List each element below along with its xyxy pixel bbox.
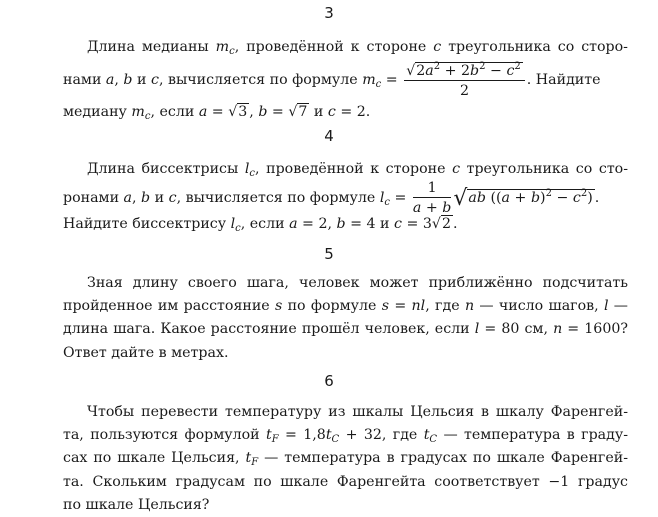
problem-4-number: 4 [324,127,334,145]
problem-3-text [63,36,628,124]
problem-6-number: 6 [324,372,334,390]
problem-6-line-2: та, пользуются формулой $t_F = 1,8t_C + 32$, где $t_C$ — температура в граду- [63,427,628,446]
problem-5-text [63,272,628,365]
problem-4-text [63,158,628,236]
problem-6-line-5: по шкале Цельсия? [63,496,210,513]
problem-3-line-1: Длина медианы $m_c$, проведённой к стороне c треугольника со сторо- [87,39,628,57]
problem-5-line-4: Ответ дайте в метрах. [63,344,229,361]
problem-3-line-2: нами a, b и c, вычисляется по формуле $m_c$ = $\frac{√2a^2 + 2b^2 - c^2}{2}$ . Найдите [63,61,601,100]
bisector-formula-fraction: $\frac{1}{a + b}$ [412,180,452,217]
problem-6-line-1: Чтобы перевести температуру из шкалы Цельсия в шкалу Фаренгей- [87,404,628,420]
problem-4-line-2: ронами a, b и c, вычисляется по формуле $l_c$ = $\frac{1}{a + b}$ √ab $((a + b)^2 - c^2)$ . [63,180,600,217]
problem-3-line-3: медиану $m_c$, если a = √3 , b = √7 и c = 2. [63,104,371,123]
problem-5-line-1: Зная длину своего шага, человек может приближённо подсчитать [87,275,628,291]
problem-6-text [63,401,628,517]
median-formula-fraction: $\frac{√2a^2 + 2b^2 - c^2}{2}$ [404,62,525,98]
problem-5-line-3: длина шага. Какое расстояние прошёл человек, если l = 80 см, n = 1600? [63,321,628,338]
problem-4-line-3: Найдите биссектрису $l_c$, если a = 2, b = 4 и c = 3√2 . [63,216,458,235]
problem-3-number: 3 [324,4,334,22]
bisector-formula-root: ab $((a + b)^2 - c^2)$ [468,188,593,207]
problem-6-line-4: та. Скольким градусам по шкале Фаренгейта соответствует −1 градус [63,473,628,490]
problem-5-number: 5 [324,245,334,263]
problem-6-line-3: сах по шкале Цельсия, $t_F$ — температура в градусах по шкале Фаренгей- [63,450,628,469]
problem-5-line-2: пройденное им расстояние s по формуле s = nl, где n — число шагов, l — [63,298,628,315]
problem-4-line-1: Длина биссектрисы $l_c$, проведённой к стороне c треугольника со сто- [87,161,629,179]
